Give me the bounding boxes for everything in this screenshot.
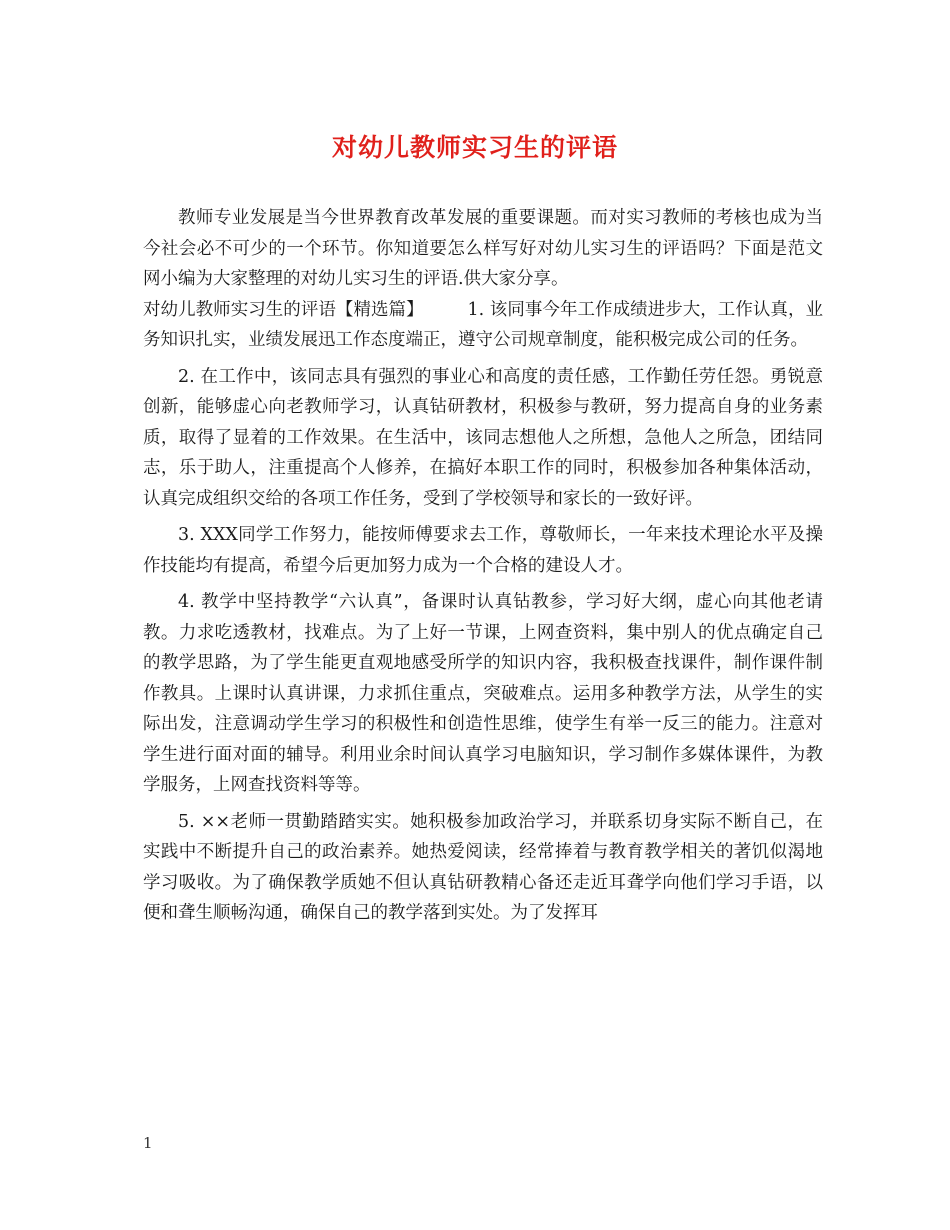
item-5-paragraph: 5. ××老师一贯勤踏踏实实。她积极参加政治学习，并联系切身实际不断自己，在实践中不断提升自己的政治素养。她热爱阅读，经常捧着与教育教学相关的著饥似渴地学习吸收。为了确保教学质她不但认真钻研教精心备还走近耳聋学向他们学习手语，以便和聋生顺畅沟通，确保自己的教学落到实处。为了发挥耳 — [143, 811, 823, 923]
item-1-text: 1. 该同事今年工作成绩进步大，工作认真，业务知识扎实，业绩发展迅工作态度端正，遵守公司规章制度，能积极完成公司的任务。 — [143, 299, 824, 350]
section-heading: 对幼儿教师实习生的评语【精选篇】 — [143, 299, 415, 320]
page-number: 1 — [143, 1134, 153, 1152]
section-paragraph — [143, 295, 823, 356]
document-body — [143, 203, 823, 929]
document-title: 对幼儿教师实习生的评语 — [331, 133, 618, 162]
intro-paragraph: 教师专业发展是当今世界教育改革发展的重要课题。而对实习教师的考核也成为当今社会必不可少的一个环节。你知道要怎么样写好对幼儿实习生的评语吗？下面是范文网小编为大家整理的对幼儿实习生的评语.供大家分享。 — [143, 208, 823, 289]
item-4-paragraph: 4. 教学中坚持教学“六认真”，备课时认真钻教参，学习好大纲，虚心向其他老请教。力求吃透教材，找难点。为了上好一节课，上网查资料，集中别人的优点确定自己的教学思路，为了学生能更直观地感受所学的知识内容，我积极查找课件，制作课件制作教具。上课时认真讲课，力求抓住重点，突破难点。运用多种教学方法，从学生的实际出发，注意调动学生学习的积极性和创造性思维，使学生有举一反三的能力。注意对学生进行面对面的辅导。利用业余时间认真学习电脑知识，学习制作多媒体课件，为教学服务，上网查找资料等等。 — [143, 592, 823, 795]
item-3-paragraph: 3. XXX同学工作努力，能按师傅要求去工作，尊敬师长，一年来技术理论水平及操作技能均有提高，希望今后更加努力成为一个合格的建设人才。 — [143, 525, 823, 576]
item-2-paragraph: 2. 在工作中，该同志具有强烈的事业心和高度的责任感，工作勤任劳任怨。勇锐意创新，能够虚心向老教师学习，认真钻研教材，积极参与教研，努力提高自身的业务素质，取得了显着的工作效果。在生活中，该同志想他人之所想，急他人之所急，团结同志，乐于助人，注重提高个人修养，在搞好本职工作的同时，积极参加各种集体活动，认真完成组织交给的各项工作任务，受到了学校领导和家长的一致好评。 — [143, 366, 823, 509]
section-gap — [415, 300, 468, 320]
